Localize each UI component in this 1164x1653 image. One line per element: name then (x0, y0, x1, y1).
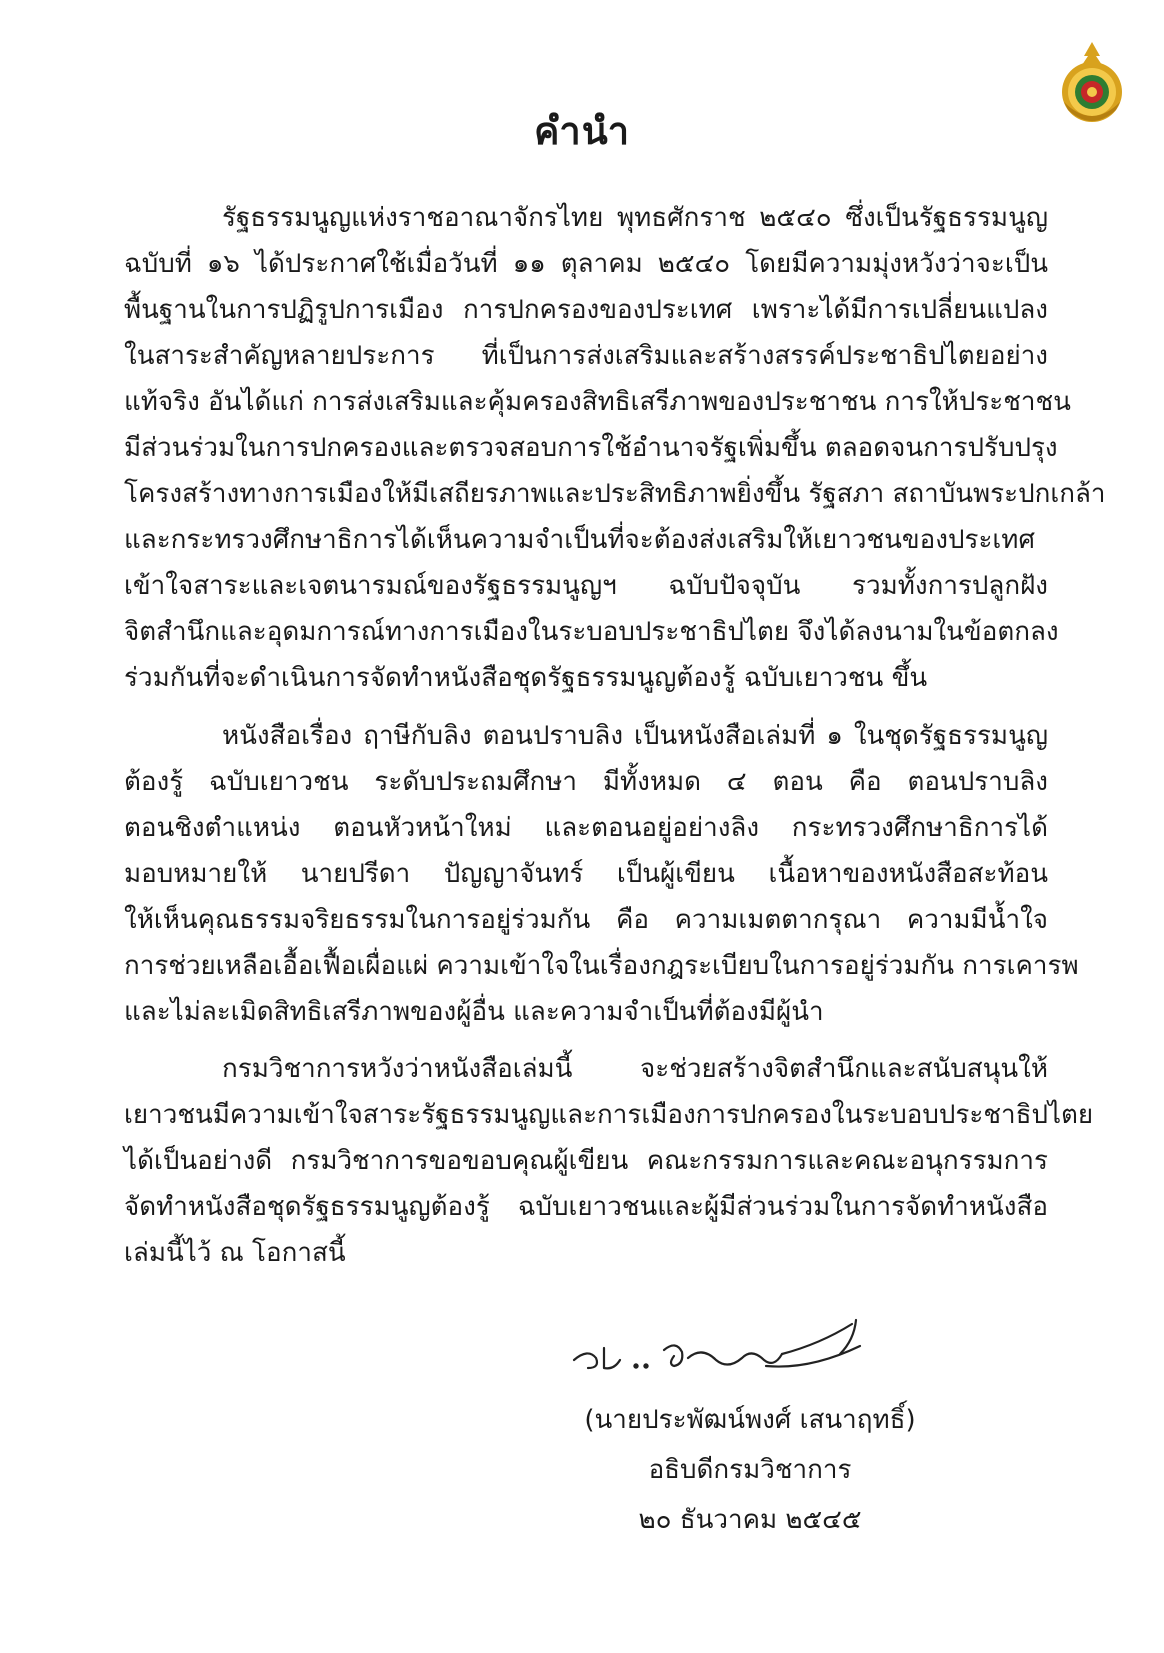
page-title: คำนำ (533, 109, 631, 153)
text-line: ฉบับที่ ๑๖ ได้ประกาศใช้เมื่อวันที่ ๑๑ ตุลาคม ๒๕๔๐ โดยมีความมุ่งหวังว่าจะเป็น (124, 249, 1048, 279)
text-line: มอบหมายให้ นายปรีดา ปัญญาจันทร์ เป็นผู้เขียน เนื้อหาของหนังสือสะท้อน (124, 859, 1048, 889)
text-line: ตอนชิงตำแหน่ง ตอนหัวหน้าใหม่ และตอนอยู่อย่างลิง กระทรวงศึกษาธิการได้ (124, 813, 1048, 843)
text-line: แท้จริง อันได้แก่ การส่งเสริมและคุ้มครองสิทธิเสรีภาพของประชาชน การให้ประชาชน (124, 387, 1071, 417)
signatory-position: อธิบดีกรมวิชาการ (648, 1455, 852, 1485)
text-line: พื้นฐานในการปฏิรูปการเมือง การปกครองของประเทศ เพราะได้มีการเปลี่ยนแปลง (124, 295, 1048, 325)
text-line: เข้าใจสาระและเจตนารมณ์ของรัฐธรรมนูญฯ ฉบับปัจจุบัน รวมทั้งการปลูกฝัง (124, 571, 1048, 601)
text-line: ได้เป็นอย่างดี กรมวิชาการขอขอบคุณผู้เขียน คณะกรรมการและคณะอนุกรรมการ (124, 1146, 1048, 1176)
text-line: จิตสำนึกและอุดมการณ์ทางการเมืองในระบอบประชาธิปไตย จึงได้ลงนามในข้อตกลง (124, 617, 1059, 647)
text-line: การช่วยเหลือเอื้อเฟื้อเผื่อแผ่ ความเข้าใจในเรื่องกฎระเบียบในการอยู่ร่วมกัน การเคารพ (124, 951, 1079, 981)
text-line: ร่วมกันที่จะดำเนินการจัดทำหนังสือชุดรัฐธรรมนูญต้องรู้ ฉบับเยาวชน ขึ้น (124, 663, 928, 693)
text-line: ต้องรู้ ฉบับเยาวชน ระดับประถมศึกษา มีทั้งหมด ๔ ตอน คือ ตอนปราบลิง (124, 767, 1048, 797)
text-line: ให้เห็นคุณธรรมจริยธรรมในการอยู่ร่วมกัน คือ ความเมตตากรุณา ความมีน้ำใจ (124, 905, 1048, 935)
text-line: รัฐธรรมนูญแห่งราชอาณาจักรไทย พุทธศักราช ๒๕๔๐ ซึ่งเป็นรัฐธรรมนูญ (222, 203, 1048, 233)
handwritten-signature (570, 1318, 910, 1398)
text-line: และกระทรวงศึกษาธิการได้เห็นความจำเป็นที่จะต้องส่งเสริมให้เยาวชนของประเทศ (124, 525, 1035, 555)
text-line: โครงสร้างทางการเมืองให้มีเสถียรภาพและประสิทธิภาพยิ่งขึ้น รัฐสภา สถาบันพระปกเกล้า (124, 479, 1106, 509)
text-line: หนังสือเรื่อง ฤาษีกับลิง ตอนปราบลิง เป็นหนังสือเล่มที่ ๑ ในชุดรัฐธรรมนูญ (222, 721, 1048, 751)
text-line: เล่มนี้ไว้ ณ โอกาสนี้ (124, 1238, 346, 1268)
text-line: มีส่วนร่วมในการปกครองและตรวจสอบการใช้อำนาจรัฐเพิ่มขึ้น ตลอดจนการปรับปรุง (124, 433, 1058, 463)
text-line: กรมวิชาการหวังว่าหนังสือเล่มนี้ จะช่วยสร้างจิตสำนึกและสนับสนุนให้ (222, 1054, 1048, 1084)
text-line: และไม่ละเมิดสิทธิเสรีภาพของผู้อื่น และความจำเป็นที่ต้องมีผู้นำ (124, 997, 824, 1027)
text-line: จัดทำหนังสือชุดรัฐธรรมนูญต้องรู้ ฉบับเยาวชนและผู้มีส่วนร่วมในการจัดทำหนังสือ (124, 1192, 1048, 1222)
document-date: ๒๐ ธันวาคม ๒๕๔๕ (638, 1505, 862, 1535)
signatory-name: (นายประพัฒน์พงศ์ เสนาฤทธิ์) (584, 1405, 916, 1435)
text-line: ในสาระสำคัญหลายประการ ที่เป็นการส่งเสริมและสร้างสรรค์ประชาธิปไตยอย่าง (124, 341, 1048, 371)
text-line: เยาวชนมีความเข้าใจสาระรัฐธรรมนูญและการเมืองการปกครองในระบอบประชาธิปไตย (124, 1100, 1094, 1130)
